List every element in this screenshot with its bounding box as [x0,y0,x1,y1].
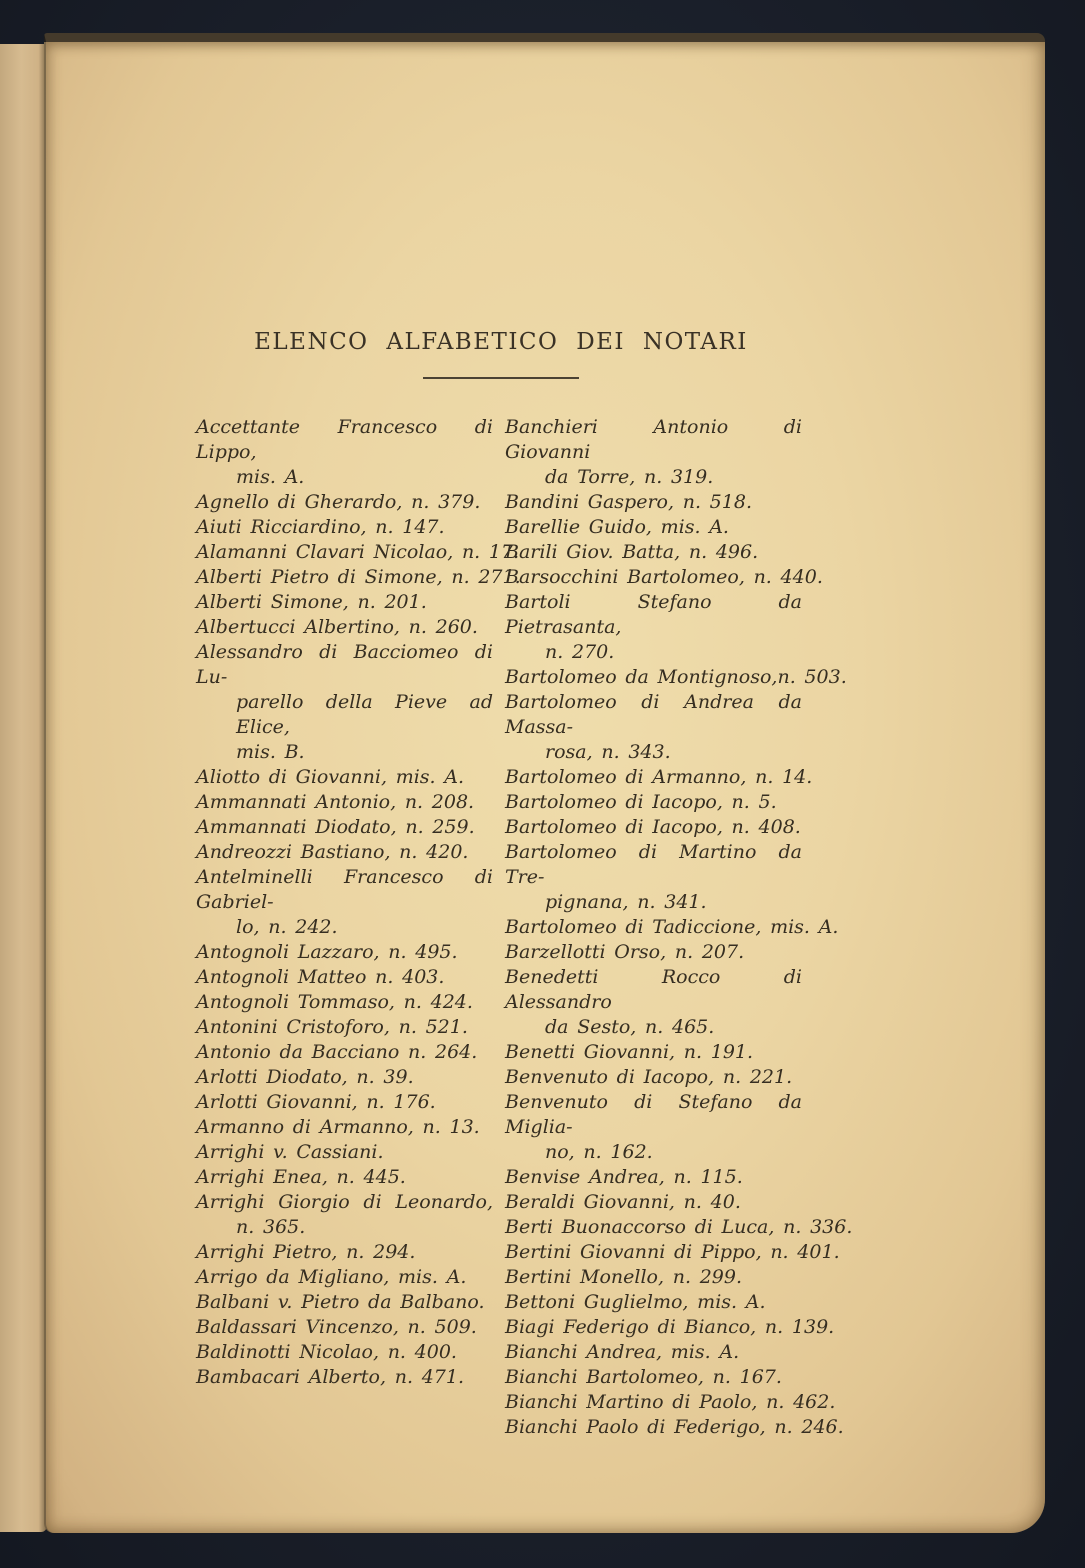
book-page [44,33,1045,1533]
entry-line: Andreozzi Bastiano, n. 420. [196,841,469,863]
entry-line: Benvise Andrea, n. 115. [505,1166,743,1188]
entry-line: Albertucci Albertino, n. 260. [196,616,478,638]
entry-line: Arrighi Giorgio di Leonardo, [196,1191,493,1213]
index-entry [196,540,520,565]
entry-line: Bartolomeo di Andrea da Massa- [505,691,802,738]
index-entry [196,1065,493,1090]
index-columns [196,415,853,1440]
entry-line: da Torre, n. 319. [545,466,714,488]
entry-line: Banchieri Antonio di Giovanni [505,416,802,463]
index-entry [505,790,802,815]
index-entry [196,1315,493,1340]
index-entry [196,1265,493,1290]
index-entry [196,1140,493,1165]
index-entry [505,415,802,490]
index-entry [196,590,493,615]
index-entry [505,1415,844,1440]
index-entry [196,615,493,640]
entry-line: Bettoni Guglielmo, mis. A. [505,1291,766,1313]
entry-line: Bartoli Stefano da Pietrasanta, [505,591,802,638]
entry-line: Benvenuto di Iacopo, n. 221. [505,1066,793,1088]
entry-line: Berti Buonaccorso di Luca, n. 336. [505,1216,853,1238]
entry-line: Bianchi Andrea, mis. A. [505,1341,740,1363]
index-entry [505,1065,802,1090]
entry-line: Bianchi Bartolomeo, n. 167. [505,1366,782,1388]
index-entry [505,1190,802,1215]
index-entry [196,1290,493,1315]
entry-line: Bartolomeo di Armanno, n. 14. [505,766,813,788]
entry-line: Bartolomeo di Iacopo, n. 408. [505,816,801,838]
entry-line: da Sesto, n. 465. [545,1016,715,1038]
title-rule [423,377,579,379]
index-entry [196,1015,493,1040]
index-entry [196,1240,493,1265]
entry-line: Bambacari Alberto, n. 471. [196,1366,465,1388]
entry-line: Baldassari Vincenzo, n. 509. [196,1316,477,1338]
entry-line: Antognoli Lazzaro, n. 495. [196,941,458,963]
index-entry [505,1240,840,1265]
entry-line: n. 365. [236,1216,306,1238]
index-entry [196,790,493,815]
index-entry [196,415,493,490]
entry-line: Armanno di Armanno, n. 13. [196,1116,480,1138]
entry-line: Benedetti Rocco di Alessandro [505,966,802,1013]
entry-line: Arlotti Diodato, n. 39. [196,1066,414,1088]
index-entry [505,815,802,840]
entry-line: Bartolomeo di Iacopo, n. 5. [505,791,777,813]
index-entry [196,1340,493,1365]
entry-line: Arrighi Enea, n. 445. [196,1166,406,1188]
entry-line: Antelminelli Francesco di Gabriel- [196,866,493,913]
page-title: ELENCO ALFABETICO DEI NOTARI [254,329,748,355]
entry-line: Arrighi v. Cassiani. [196,1141,384,1163]
entry-line: rosa, n. 343. [545,741,671,763]
entry-line: Bartolomeo da Montignoso,n. 503. [505,666,847,688]
index-entry [505,1340,802,1365]
index-entry [505,565,823,590]
index-entry [196,1190,493,1240]
entry-line: Bartolomeo di Tadiccione, mis. A. [505,916,839,938]
entry-line: Antonini Cristoforo, n. 521. [196,1016,468,1038]
index-entry [505,1390,836,1415]
entry-line: Ammannati Antonio, n. 208. [196,791,475,813]
entry-line: Baldinotti Nicolao, n. 400. [196,1341,457,1363]
index-entry [505,540,802,565]
entry-line: pignana, n. 341. [545,891,707,913]
entry-line: Bertini Monello, n. 299. [505,1266,743,1288]
index-entry [505,840,802,915]
entry-line: mis. A. [236,466,305,488]
index-entry [196,1115,493,1140]
entry-line: Ammannati Diodato, n. 259. [196,816,475,838]
index-entry [505,1215,853,1240]
index-entry [505,940,802,965]
index-entry [196,490,493,515]
entry-line: Arlotti Giovanni, n. 176. [196,1091,436,1113]
entry-line: Alberti Pietro di Simone, n. 271. [196,566,521,588]
entry-line: Antonio da Bacciano n. 264. [196,1041,478,1063]
entry-line: Benvenuto di Stefano da Miglia- [505,1091,802,1138]
index-entry [505,1290,802,1315]
index-entry [505,515,802,540]
index-entry [196,1165,493,1190]
index-entry [196,765,493,790]
entry-line: Barellie Guido, mis. A. [505,516,729,538]
index-entry [196,865,493,940]
index-entry [505,490,802,515]
entry-line: Benetti Giovanni, n. 191. [505,1041,754,1063]
index-entry [196,565,521,590]
entry-line: Bertini Giovanni di Pippo, n. 401. [505,1241,840,1263]
index-entry [196,940,493,965]
entry-line: Alessandro di Bacciomeo di Lu- [196,641,493,688]
entry-line: no, n. 162. [545,1141,653,1163]
index-entry [505,765,813,790]
entry-line: Alamanni Clavari Nicolao, n. 17. [196,541,520,563]
entry-line: Bianchi Paolo di Federigo, n. 246. [505,1416,844,1438]
index-column-left [196,415,521,1440]
entry-line: Antognoli Matteo n. 403. [196,966,445,988]
index-entry [505,1315,835,1340]
index-entry [505,665,847,690]
index-entry [196,1090,493,1115]
entry-line: Bandini Gaspero, n. 518. [505,491,752,513]
index-entry [505,1040,802,1065]
index-entry [505,1365,802,1390]
entry-line: Accettante Francesco di Lippo, [196,416,493,463]
entry-line: Bartolomeo di Martino da Tre- [505,841,802,888]
index-entry [505,690,802,765]
entry-line: n. 270. [545,641,615,663]
index-entry [196,640,493,765]
entry-line: Bianchi Martino di Paolo, n. 462. [505,1391,836,1413]
page-content [196,329,853,1440]
index-entry [196,515,493,540]
index-entry [505,965,802,1040]
entry-line: Biagi Federigo di Bianco, n. 139. [505,1316,835,1338]
index-entry [505,1165,802,1190]
entry-line: Agnello di Gherardo, n. 379. [196,491,481,513]
index-entry [505,1090,802,1165]
index-column-right [505,415,853,1440]
entry-line: Alberti Simone, n. 201. [196,591,427,613]
entry-line: Arrigo da Migliano, mis. A. [196,1266,467,1288]
index-entry [196,840,493,865]
previous-page-edge [0,44,47,1532]
entry-line: Barili Giov. Batta, n. 496. [505,541,759,563]
entry-line: Barzellotti Orso, n. 207. [505,941,745,963]
index-entry [196,965,493,990]
index-entry [196,990,493,1015]
entry-line: Beraldi Giovanni, n. 40. [505,1191,741,1213]
entry-line: Barsocchini Bartolomeo, n. 440. [505,566,823,588]
index-entry [505,590,802,665]
entry-line: parello della Pieve ad Elice, [236,691,493,738]
index-entry [196,815,493,840]
entry-line: lo, n. 242. [236,916,338,938]
index-entry [505,915,839,940]
entry-line: Arrighi Pietro, n. 294. [196,1241,416,1263]
entry-line: mis. B. [236,741,305,763]
index-entry [505,1265,802,1290]
index-entry [196,1365,493,1390]
entry-line: Balbani v. Pietro da Balbano. [196,1291,485,1313]
index-entry [196,1040,493,1065]
entry-line: Antognoli Tommaso, n. 424. [196,991,473,1013]
entry-line: Aliotto di Giovanni, mis. A. [196,766,465,788]
entry-line: Aiuti Ricciardino, n. 147. [196,516,445,538]
